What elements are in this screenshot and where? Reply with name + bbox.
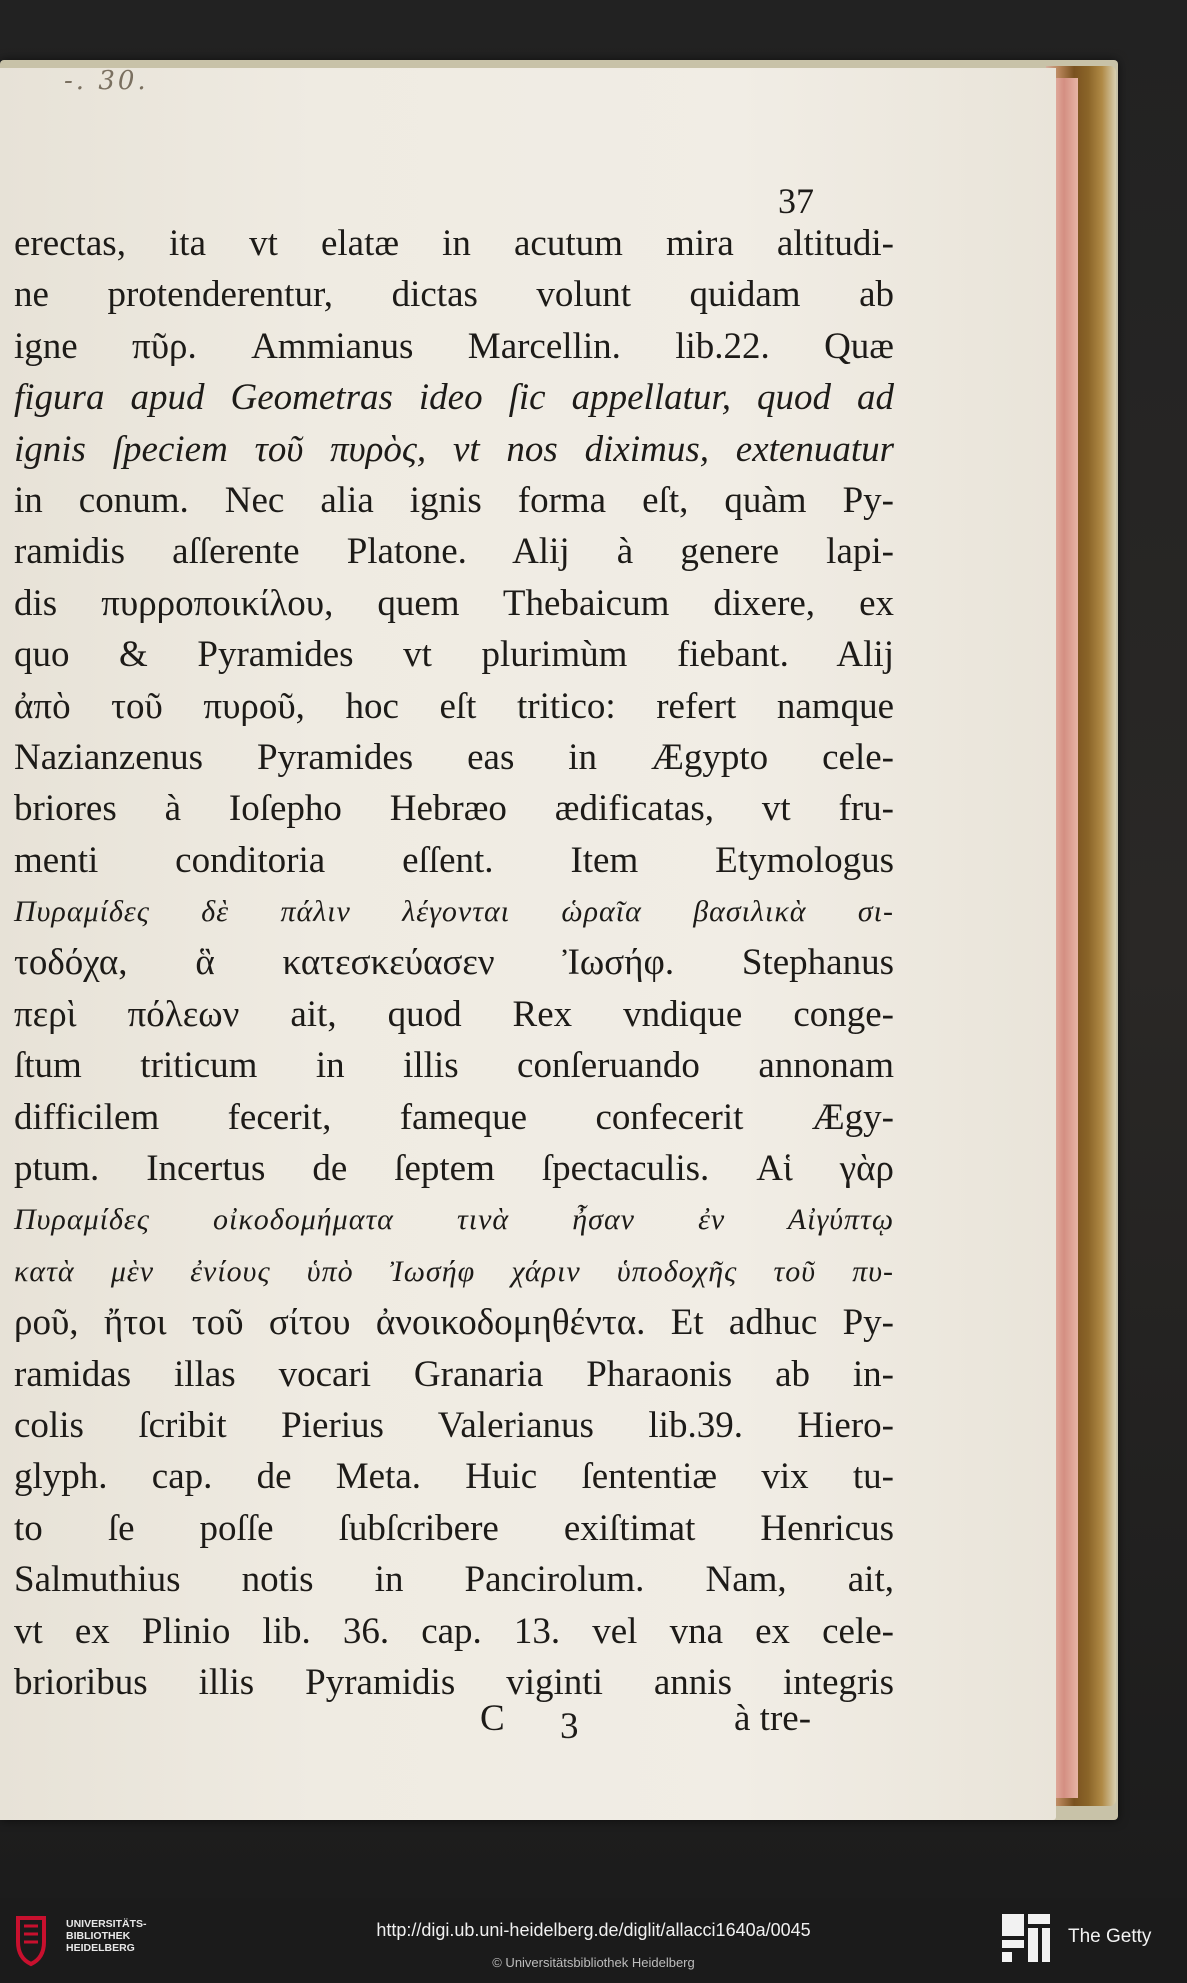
text-line: to ſe poſſe ſubſcribere exiſtimat Henricus [14,1507,894,1549]
text-line: figura apud Geometras ideo ſic appellatur, quod ad [14,377,894,419]
text-line: ἀπὸ τοῦ πυροῦ, hoc eſt tritico: refert namque [14,685,894,727]
page-body-text [14,218,894,1708]
text-line: ſtum triticum in illis conſeruando annonam [14,1045,894,1087]
partner-name: The Getty [1068,1926,1152,1947]
text-line: glyph. cap. de Meta. Huic ſententiæ vix tu- [14,1456,894,1498]
signature-letter: C [480,1698,505,1739]
text-line: quo & Pyramides vt plurimùm fiebant. Alij [14,634,894,676]
permalink-url[interactable]: http://digi.ub.uni-heidelberg.de/diglit/allacci1640a/0045 [376,1920,811,1940]
institution-line: HEIDELBERG [66,1942,135,1954]
signature-number: 3 [560,1706,579,1747]
handwritten-mark: -. 30. [64,66,149,96]
text-line: περὶ πόλεων ait, quod Rex vndique conge- [14,993,894,1035]
text-line: vt ex Plinio lib. 36. cap. 13. vel vna ex cele- [14,1610,894,1652]
text-line: briores à Ioſepho Hebræo ædificatas, vt fru- [14,788,894,830]
text-line: ramidas illas vocari Granaria Pharaonis ab in- [14,1353,894,1395]
page-footer [14,1697,894,1747]
text-line: ροῦ, ἤτοι τοῦ σίτου ἀνοικοδομηθέντα. Et adhuc Py- [14,1302,894,1344]
institution-line: UNIVERSITÄTS- [66,1918,147,1930]
text-line: menti conditoria eſſent. Item Etymologus [14,839,894,881]
text-line: erectas, ita vt elatæ in acutum mira altitudi- [14,223,894,264]
getty-logo-icon[interactable] [1000,1912,1052,1964]
text-line: ignis ſpeciem τοῦ πυρὸς, vt nos diximus, extenuatur [14,428,894,470]
text-line: difficilem fecerit, fameque confecerit Ægy- [14,1096,894,1138]
text-line: ptum. Incertus de ſeptem ſpectaculis. Αἱ γὰρ [14,1148,894,1190]
text-line: colis ſcribit Pierius Valerianus lib.39. Hiero- [14,1404,894,1446]
institution-line: BIBLIOTHEK [66,1930,131,1942]
text-line-greek: Πυραμίδες δὲ πάλιν λέγονται ὡραῖα βασιλικὰ σι- [14,895,894,929]
text-line: dis πυρροποικίλου, quem Thebaicum dixere, ex [14,582,894,624]
text-line: igne πῦρ. Ammianus Marcellin. lib.22. Quæ [14,325,894,367]
text-line: Salmuthius notis in Pancirolum. Nam, ait, [14,1559,894,1601]
text-line: ne protenderentur, dictas volunt quidam ab [14,274,894,316]
text-line-greek: Πυραμίδες οἰκοδομήματα τινὰ ἦσαν ἐν Αἰγύπτῳ [14,1203,894,1237]
text-line-greek: κατὰ μὲν ἐνίους ὑπὸ Ἰωσήφ χάριν ὑποδοχῆς τοῦ πυ- [14,1254,894,1288]
text-line: brioribus illis Pyramidis viginti annis integris [14,1661,894,1703]
page-number: 37 [778,181,814,221]
text-line: τοδόχα, ἃ κατεσκεύασεν Ἰωσήφ. Stephanus [14,942,894,984]
text-line: ramidis aſſerente Platone. Alij à genere lapi- [14,531,894,573]
text-line: in conum. Nec alia ignis forma eſt, quàm Py- [14,479,894,521]
copyright-notice: © Universitätsbibliothek Heidelberg [492,1955,695,1970]
catchword: à tre- [734,1698,812,1739]
text-line: Nazianzenus Pyramides eas in Ægypto cele- [14,736,894,778]
